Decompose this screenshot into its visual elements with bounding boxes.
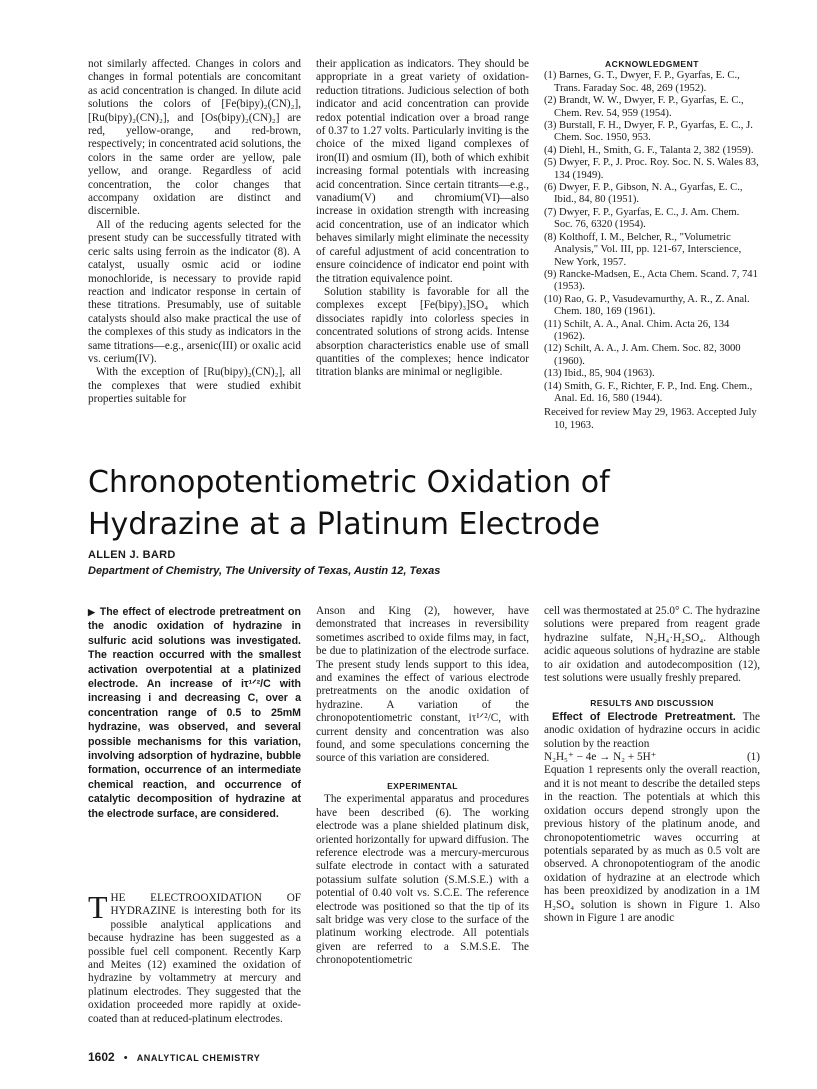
author-name: ALLEN J. BARD bbox=[88, 549, 176, 561]
intro-paragraph bbox=[88, 889, 301, 1026]
reference-item: (8) Kolthoff, I. M., Belcher, R., "Volumetric Analysis," Vol. III, pp. 121-67, Interscience, New York, 1957. bbox=[544, 231, 742, 268]
paragraph: Equation 1 represents only the overall reaction, and it is not meant to describe the detailed steps in the reaction. The potentials at which this oxidation occurs depend strongly upon the previous history of the platinum anode, and chronopotentiometric waves occurring at potentials separated by as much as 0.5 volt are observed. A chronopotentiogram of the anodic oxidation of hydrazine at an electrode which has been preoxidized by anodization in a 1M H₂SO₄ solution is shown in Figure 1. Also shown in Figure 1 are anodic bbox=[544, 764, 760, 924]
experimental-heading: EXPERIMENTAL bbox=[387, 780, 458, 791]
article-column-3 bbox=[544, 605, 760, 925]
reference-item: (11) Schilt, A. A., Anal. Chim. Acta 26, 134 (1962). bbox=[544, 318, 730, 342]
equation-number: (1) bbox=[746, 751, 760, 764]
article-column-2 bbox=[316, 605, 529, 968]
reference-item: (2) Brandt, W. W., Dwyer, F. P., Gyarfas, E. C., Chem. Rev. 54, 959 (1954). bbox=[544, 95, 744, 119]
reference-item: (10) Rao, G. P., Vasudevamurthy, A. R., Z. Anal. Chem. 180, 169 (1961). bbox=[544, 293, 750, 318]
paragraph: The anodic oxidation of hydrazine occurs in acidic solution by the reaction bbox=[544, 710, 760, 750]
results-heading: RESULTS AND DISCUSSION bbox=[590, 698, 714, 709]
footer-bullet: • bbox=[123, 1052, 128, 1064]
acknowledgment-heading: ACKNOWLEDGMENT bbox=[605, 59, 699, 69]
equation-1 bbox=[544, 751, 760, 764]
reference-item: (3) Burstall, F. H., Dwyer, F. P., Gyarfas, E. C., J. Chem. Soc. 1950, 953. bbox=[544, 120, 753, 144]
reference-item: (7) Dwyer, F. P., Gyarfas, E. C., J. Am. Chem. Soc. 76, 6320 (1954). bbox=[544, 206, 740, 231]
reference-item: (4) Diehl, H., Smith, G. F., Talanta 2, 382 (1959). bbox=[544, 144, 754, 156]
prev-article-column-1 bbox=[88, 58, 301, 407]
prev-article-column-2 bbox=[316, 58, 529, 380]
paragraph: cell was thermostated at 25.0° C. The hydrazine solutions were prepared from reagent grade hydrazine sulfate, N₂H₄·H₂SO₄. Although acidic aqueous solutions of hydrazine are stable to air oxidation and autodecomposition (12), test solutions were usually freshly prepared. bbox=[544, 605, 760, 685]
subsection-heading: Effect of Electrode Pretreatment. bbox=[552, 710, 736, 723]
author-affiliation: Department of Chemistry, The University of Texas, Austin 12, Texas bbox=[88, 565, 441, 577]
paragraph: The experimental apparatus and procedures have been described (6). The working electrode was a plane shielded platinum disk, oriented horizontally for upward diffusion. The reference electrode was a mercury-mercurous sulfate electrode in contact with a saturated potassium sulfate solution (S.M.S.E.) with a potential of 0.40 volt vs. S.C.E. The reference electrode was positioned so that the tip of its salt bridge was very close to the surface of the platinum working electrode. All potentials given are referred to a S.M.S.E. The chronopotentiometric bbox=[316, 793, 529, 967]
abstract bbox=[88, 605, 301, 821]
reference-item: (1) Barnes, G. T., Dwyer, F. P., Gyarfas, E. C., Trans. Faraday Soc. 48, 269 (1952). bbox=[544, 70, 740, 94]
drop-cap: T bbox=[88, 889, 108, 925]
abstract-text: The effect of electrode pretreatment on the anodic oxidation of hydrazine in sulfuric acid solutions was investigated. The reaction occurred with the smallest activation overpotential at a platinized electrode. An increase of iτ¹ᐟ²/C with increasing i and decreasing C, over a concentration range of 0.5 to 25mM hydrazine, was observed, and several possible mechanisms for this variation, involving adsorption of hydrazine, bubble formation, occurrence of an intermediate chemical reaction, and occurrence of catalytic decomposition of hydrazine at the electrode surface, are considered. bbox=[88, 606, 301, 820]
paragraph: their application as indicators. They should be appropriate in a great variety of oxidation-reduction titrations. Judicious selection of both indicator and acid concentration can provide redox potential indication over a broad range of 0.37 to 1.27 volts. Particularly inviting is the choice of the mixed ligand complexes of iron(II) and osmium (II), both of which exhibit increasing formal potentials with increasing acid concentration. Since certain titrants—e.g., vanadium(V) and chromium(VI)—also increase in oxidation strength with increasing acid concentration, use of an indicator which behaves similarly might eliminate the necessity of careful adjustment of acid concentration to ensure coincidence of indicator end point with the titration equivalence point. bbox=[316, 58, 529, 285]
reference-item: (9) Rancke-Madsen, E., Acta Chem. Scand. 7, 741 (1953). bbox=[544, 268, 758, 293]
paragraph: With the exception of [Ru(bipy)₂(CN)₂], all the complexes that were studied exhibit properties suitable for bbox=[88, 366, 301, 406]
reference-item: (13) Ibid., 85, 904 (1963). bbox=[544, 368, 655, 380]
equation-body: N₂H₅⁺ − 4e → N₂ + 5H⁺ bbox=[544, 751, 657, 764]
paragraph: Solution stability is favorable for all the complexes except [Fe(bipy)₃]SO₄ which dissociates rapidly into colorless species in concentrated solutions of strong acids. Intense absorption characteristics enable use of small quantities of the complexes; hence indicator titration blanks are minimal or negligible. bbox=[316, 285, 529, 379]
paragraph: Anson and King (2), however, have demonstrated that increases in reversibility sometimes ascribed to oxide films may, in fact, be due to platinization of the electrode surface. The present study lends support to this idea, and examines the effect of various electrode pretreatments on the anodic oxidation of hydrazine. A variation of the chronopotentiometric constant, iτ¹ᐟ²/C, with current density and concentration was also found, and some speculations concerning the source of this variation are considered. bbox=[316, 605, 529, 765]
reference-item: (5) Dwyer, F. P., J. Proc. Roy. Soc. N. S. Wales 83, 134 (1949). bbox=[544, 157, 759, 181]
references-column bbox=[544, 58, 760, 432]
journal-name: ANALYTICAL CHEMISTRY bbox=[136, 1053, 261, 1063]
paragraph: All of the reducing agents selected for the present study can be successfully titrated with ceric salts using ferroin as the indicator (8). A catalyst, usually osmic acid or iodine monochloride, is necessary to provide rapid reaction and indicator response in certain of these titrations. Presumably, use of suitable catalysts should also make practical the use of the complexes of this study as indicators in the same titrations—e.g., arsenic(III) or oxalic acid vs. cerium(IV). bbox=[88, 218, 301, 365]
abstract-marker-icon: ▶ bbox=[88, 607, 96, 617]
received-note: Received for review May 29, 1963. Accepted July 10, 1963. bbox=[544, 407, 757, 431]
article-title: Chronopotentiometric Oxidation of Hydrazine at a Platinum Electrode bbox=[88, 465, 610, 542]
page-footer bbox=[88, 1050, 260, 1064]
reference-item: (14) Smith, G. F., Richter, F. P., Ind. Eng. Chem., Anal. Ed. 16, 580 (1944). bbox=[544, 380, 753, 404]
intro-text: is interesting both for its possible analytical applications and because hydrazine has been suggested as a possible fuel cell component. Recently Karp and Meites (12) examined the oxidation of hydrazine by voltammetry at mercury and platinum electrodes. They suggested that the oxidation proceeded more rapidly at oxide-coated than at reduced-platinum electrodes. bbox=[88, 905, 301, 1025]
intro-lead-in: HE ELECTROOXIDATION OF HYDRAZINE bbox=[110, 892, 301, 918]
reference-item: (12) Schilt, A. A., J. Am. Chem. Soc. 82, 3000 (1960). bbox=[544, 343, 741, 367]
page-number: 1602 bbox=[88, 1050, 115, 1064]
paragraph: not similarly affected. Changes in colors and changes in formal potentials are concomitant as acid concentration is changed. In dilute acid solutions the colors of [Fe(bipy)₂(CN)₂], [Ru(bipy)₂(CN)₂], and [Os(bipy)₂(CN)₂] are red, yellow-orange, and red-brown, respectively; in concentrated acid solutions, the colors in the same order are yellow, pale yellow, and orange. Regardless of acid concentration, the color changes that accompany oxidation are distinct and discernible. bbox=[88, 58, 301, 218]
reference-item: (6) Dwyer, F. P., Gibson, N. A., Gyarfas, E. C., Ibid., 84, 80 (1951). bbox=[544, 182, 743, 206]
